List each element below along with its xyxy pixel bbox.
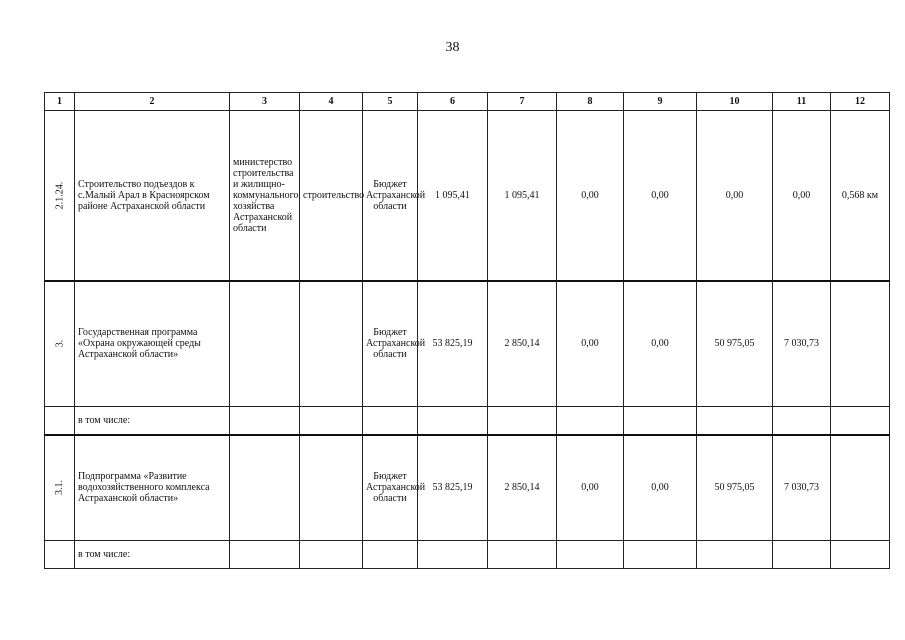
empty-cell [773, 407, 831, 435]
empty-cell [624, 407, 697, 435]
executor [230, 435, 300, 541]
amount-col10: 0,00 [697, 111, 773, 281]
table-row [45, 111, 890, 281]
empty-cell [300, 541, 363, 569]
empty-cell [488, 541, 557, 569]
indicator [831, 281, 890, 407]
empty-cell [300, 407, 363, 435]
empty-cell [773, 541, 831, 569]
funding-source: Бюджет Астраханской области [363, 435, 418, 541]
empty-cell [418, 407, 488, 435]
column-number-row [45, 93, 890, 111]
funding-source: Бюджет Астраханской области [363, 111, 418, 281]
amount-col7: 2 850,14 [488, 281, 557, 407]
subtotal-label: в том числе: [75, 407, 230, 435]
indicator [831, 435, 890, 541]
empty-cell [557, 407, 624, 435]
empty-cell [488, 407, 557, 435]
column-header: 11 [773, 93, 831, 111]
column-header: 8 [557, 93, 624, 111]
direction [300, 281, 363, 407]
column-header: 7 [488, 93, 557, 111]
total-amount: 53 825,19 [418, 435, 488, 541]
column-header: 9 [624, 93, 697, 111]
amount-col8: 0,00 [557, 281, 624, 407]
amount-col10: 50 975,05 [697, 281, 773, 407]
table-row [45, 407, 890, 435]
direction: строительство [300, 111, 363, 281]
amount-col9: 0,00 [624, 281, 697, 407]
empty-cell [697, 541, 773, 569]
empty-cell [45, 407, 75, 435]
empty-cell [45, 541, 75, 569]
column-header: 1 [45, 93, 75, 111]
row-number: 2.1.24. [54, 181, 65, 209]
row-number: 3. [54, 340, 65, 348]
program-table [44, 92, 890, 569]
column-header: 10 [697, 93, 773, 111]
amount-col8: 0,00 [557, 435, 624, 541]
column-header: 3 [230, 93, 300, 111]
activity-name: Государственная программа «Охрана окружающей среды Астраханской области» [75, 281, 230, 407]
column-header: 2 [75, 93, 230, 111]
executor: министерство строительства и жилищно-коммунального хозяйства Астраханской области [230, 111, 300, 281]
table-row [45, 435, 890, 541]
row-number-cell [45, 435, 75, 541]
empty-cell [697, 407, 773, 435]
column-header: 5 [363, 93, 418, 111]
column-header: 4 [300, 93, 363, 111]
empty-cell [230, 407, 300, 435]
column-header: 6 [418, 93, 488, 111]
table-row [45, 281, 890, 407]
total-amount: 53 825,19 [418, 281, 488, 407]
amount-col8: 0,00 [557, 111, 624, 281]
amount-col10: 50 975,05 [697, 435, 773, 541]
amount-col11: 7 030,73 [773, 435, 831, 541]
direction [300, 435, 363, 541]
empty-cell [363, 407, 418, 435]
row-number-cell [45, 111, 75, 281]
empty-cell [363, 541, 418, 569]
empty-cell [831, 541, 890, 569]
empty-cell [557, 541, 624, 569]
executor [230, 281, 300, 407]
activity-name: Подпрограмма «Развитие водохозяйственного комплекса Астраханской области» [75, 435, 230, 541]
indicator: 0,568 км [831, 111, 890, 281]
amount-col11: 0,00 [773, 111, 831, 281]
amount-col9: 0,00 [624, 435, 697, 541]
amount-col7: 2 850,14 [488, 435, 557, 541]
empty-cell [624, 541, 697, 569]
amount-col9: 0,00 [624, 111, 697, 281]
column-header: 12 [831, 93, 890, 111]
empty-cell [418, 541, 488, 569]
empty-cell [230, 541, 300, 569]
subtotal-label: в том числе: [75, 541, 230, 569]
amount-col11: 7 030,73 [773, 281, 831, 407]
empty-cell [831, 407, 890, 435]
row-number: 3.1. [54, 480, 65, 496]
page-number: 38 [445, 40, 460, 55]
activity-name: Строительство подъездов к с.Малый Арал в Красноярском районе Астраханской области [75, 111, 230, 281]
funding-source: Бюджет Астраханской области [363, 281, 418, 407]
row-number-cell [45, 281, 75, 407]
total-amount: 1 095,41 [418, 111, 488, 281]
amount-col7: 1 095,41 [488, 111, 557, 281]
table-row [45, 541, 890, 569]
